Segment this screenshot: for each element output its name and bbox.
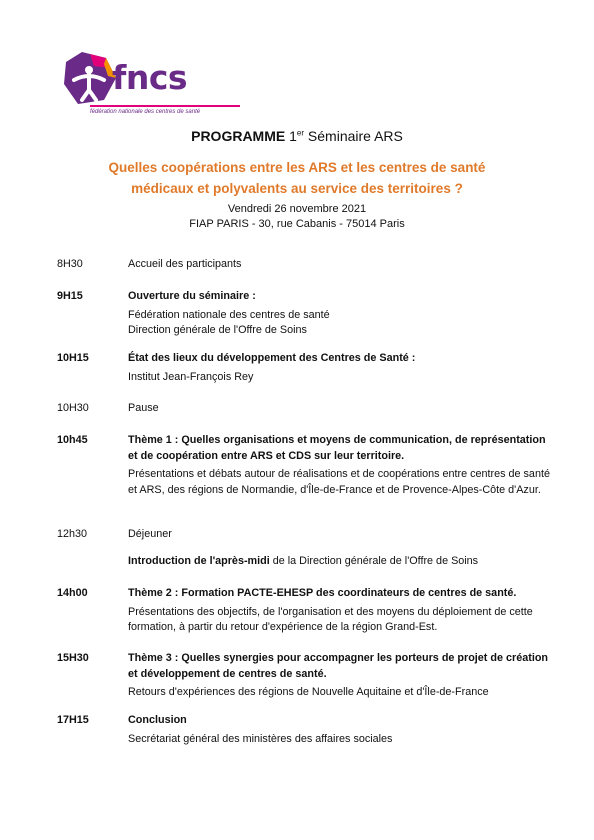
title-ordinal-sup: er [296, 128, 305, 138]
subtitle-line-2: médicaux et polyvalents au service des territoires ? [131, 181, 463, 196]
schedule-time: 10h45 [57, 434, 88, 446]
schedule-title: Thème 3 : Quelles synergies pour accompagner les porteurs de projet de création et développement de centres de santé. [128, 652, 549, 680]
schedule-line: Direction générale de l'Offre de Soins [128, 324, 307, 336]
schedule-title: Ouverture du séminaire : [128, 290, 256, 302]
schedule-time: 9H15 [57, 290, 83, 302]
schedule-line: Institut Jean-François Rey [128, 370, 254, 383]
schedule-time: 12h30 [57, 528, 88, 540]
schedule-item [57, 554, 554, 570]
schedule-title: Accueil des participants [128, 258, 242, 270]
schedule-time: 10H30 [57, 402, 89, 414]
schedule-item [57, 433, 554, 498]
schedule-item [57, 351, 554, 385]
event-date: Vendredi 26 novembre 2021 [227, 203, 367, 215]
schedule-title: Déjeuner [128, 528, 172, 540]
page-title [0, 128, 594, 144]
schedule-intro-bold: Introduction de l'après-midi [128, 555, 270, 567]
schedule-item [57, 289, 554, 339]
schedule-time: 8H30 [57, 258, 83, 270]
logo-wordmark: fncs [112, 58, 188, 97]
schedule-title: Thème 2 : Formation PACTE-EHESP des coordinateurs de centres de santé. [128, 587, 517, 599]
schedule-time: 14h00 [57, 587, 88, 599]
schedule-time: 15H30 [57, 652, 89, 664]
title-programme: PROGRAMME [191, 128, 286, 144]
schedule-line: Fédération nationale des centres de santé [128, 308, 330, 321]
schedule-item [57, 713, 554, 747]
schedule-desc: Retours d'expériences des régions de Nouvelle Aquitaine et d'Île-de-France [128, 686, 489, 698]
fncs-emblem-icon [60, 50, 120, 108]
schedule-title: État des lieux du développement des Centres de Santé : [128, 352, 416, 364]
schedule-desc: Présentations et débats autour de réalisations et de coopérations entre centres de santé et ARS, des régions de Normandie, d'Île-de-France et de Provence-Alpes-Côte d'Azur. [128, 468, 550, 496]
title-rest: Séminaire ARS [304, 128, 403, 144]
subtitle-line-1: Quelles coopérations entre les ARS et les centres de santé [108, 160, 486, 175]
schedule-item [57, 651, 554, 701]
schedule-title: Conclusion [128, 714, 187, 726]
schedule-title: Thème 1 : Quelles organisations et moyens de communication, de représentation et de coopération entre ARS et CDS sur leur territoire. [128, 434, 546, 462]
schedule-item [57, 586, 554, 636]
schedule-desc: Présentations des objectifs, de l'organisation et des moyens du déploiement de cette formation, à partir du retour d'expérience de la région Grand-Est. [128, 605, 533, 633]
schedule-time: 17H15 [57, 714, 89, 726]
schedule-item [57, 401, 554, 417]
schedule-item [57, 257, 554, 273]
event-venue: FIAP PARIS - 30, rue Cabanis - 75014 Paris [189, 218, 405, 230]
title-ordinal: 1 [289, 128, 297, 144]
schedule-intro-rest: de la Direction générale de l'Offre de Soins [269, 555, 479, 567]
schedule-title: Pause [128, 402, 159, 414]
schedule-item [57, 527, 554, 543]
fncs-logo [60, 50, 215, 125]
logo-tagline: fédération nationale des centres de santé [90, 109, 201, 115]
schedule-line: Secrétariat général des ministères des affaires sociales [128, 732, 393, 745]
schedule-time: 10H15 [57, 352, 89, 364]
